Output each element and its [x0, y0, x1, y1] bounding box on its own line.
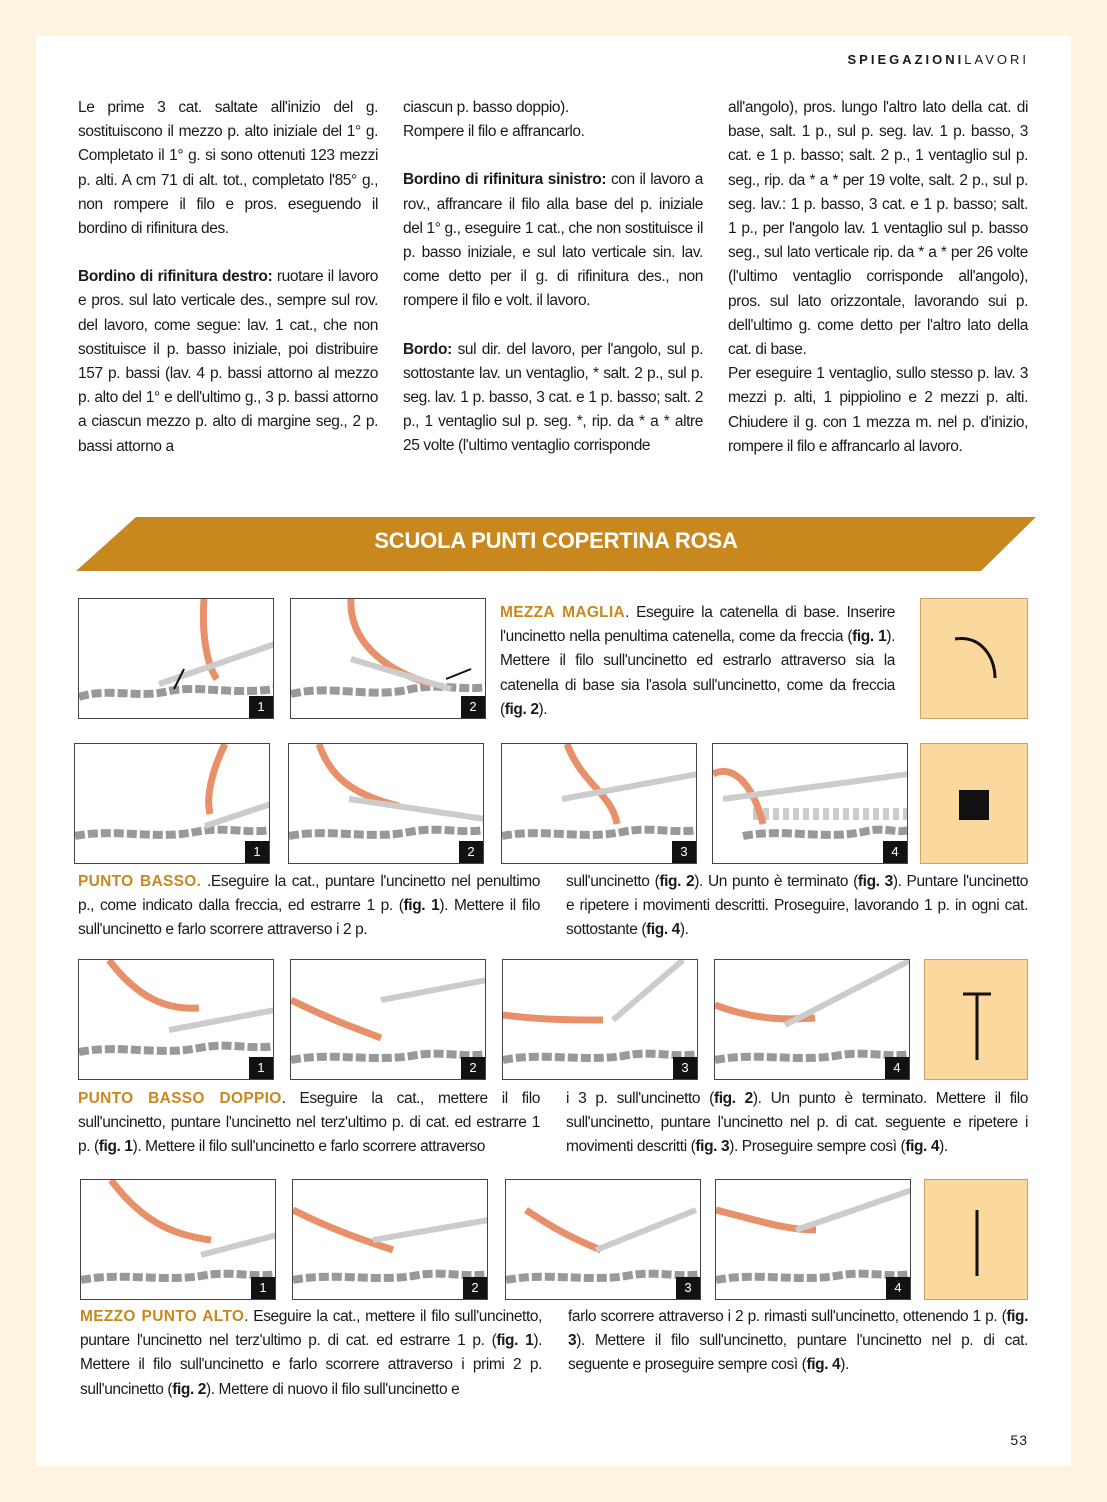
figure-reference: fig. 3 [695, 1138, 730, 1156]
paragraph [403, 168, 703, 313]
figure-mezzo-punto-alto-2 [292, 1179, 488, 1300]
symbol-mezzo-punto-alto [924, 1179, 1028, 1300]
figure-number: 1 [251, 1277, 275, 1299]
stitch-text: ). [538, 700, 548, 718]
figure-number: 1 [245, 841, 269, 863]
figure-number: 4 [883, 841, 907, 863]
text-column-3 [728, 96, 1028, 459]
figure-punto-basso-3 [501, 743, 697, 864]
paragraph-text: ruotare il lavoro e pros. sul lato verticale des., sempre sul rov. del lavoro, come segue: lav. 1 cat., che non sostituisce il p. basso iniziale, poi distribuire 157 p. bassi (lav. 4 p. bassi attorno al mezzo p. alto del 1° e dell'ultimo g., 3 p. bassi attorno a ciascun mezzo p. alto di margine seg., 2 p. bassi attorno a [78, 268, 379, 455]
crochet-illustration [503, 960, 698, 1080]
paragraph: Le prime 3 cat. saltate all'inizio del g. sostituiscono il mezzo p. alto iniziale del 1° g. Completato il 1° g. si sono ottenuti 123 mezzi p. alti. A cm 71 di alt. tot., completato l'85° g., non rompere il filo e pros. eseguendo il bordino di rifinitura des. [78, 99, 378, 238]
figure-punto-basso-4 [712, 743, 908, 864]
symbol-punto-basso-doppio [924, 959, 1028, 1080]
crochet-illustration [502, 744, 697, 864]
page [36, 36, 1071, 1466]
crochet-illustration [79, 960, 274, 1080]
stitch-text: .Eseguire la cat., puntare l'uncinetto nel penultimo p., come indicato dalla freccia, ed estrarre 1 p. ( [78, 873, 540, 915]
figure-number: 2 [461, 1057, 485, 1079]
figure-punto-basso-doppio-3 [502, 959, 698, 1080]
figure-punto-basso-doppio-4 [714, 959, 910, 1080]
crochet-illustration [716, 1180, 911, 1300]
stitch-text: ). Un punto è terminato ( [694, 873, 858, 890]
stitch-text: ). [840, 1356, 849, 1374]
figure-punto-basso-doppio-1 [78, 959, 274, 1080]
stitch-text: ). Mettere il filo sull'uncinetto, puntare l'uncinetto nel p. di cat. seguente e proseguire sempre così ( [568, 1332, 1028, 1374]
figure-reference: fig. 4 [905, 1138, 940, 1156]
figure-number: 1 [249, 696, 273, 718]
stitch-text: farlo scorrere attraverso i 2 p. rimasti sull'uncinetto, ottenendo 1 p. ( [568, 1308, 1007, 1325]
figure-mezzo-punto-alto-1 [80, 1179, 276, 1300]
text-column-2 [403, 96, 703, 459]
stitch-text: i 3 p. sull'uncinetto ( [566, 1090, 714, 1107]
figure-reference: fig. 2 [659, 873, 695, 890]
crochet-illustration [293, 1180, 488, 1300]
stitch-mezza-maglia [500, 601, 895, 722]
stitch-mezzo-punto-alto-right [568, 1305, 1028, 1378]
stitch-text: ). Un punto è terminato. Mettere il filo sull'uncinetto, puntare l'uncinetto nel p. di cat. seguente e ripetere i movimenti descritti ( [566, 1090, 1028, 1156]
half-double-crochet-symbol-icon [925, 960, 1029, 1081]
crochet-illustration [291, 599, 486, 719]
banner-title: SCUOLA PUNTI COPERTINA ROSA [374, 528, 738, 553]
paragraph [403, 338, 703, 459]
figure-reference: fig. 1 [98, 1138, 133, 1156]
figure-mezza-maglia-2 [290, 598, 486, 719]
crochet-illustration [79, 599, 274, 719]
figure-reference: fig. 1 [403, 897, 440, 915]
stitch-text: ). Proseguire sempre così ( [729, 1138, 906, 1156]
stitch-title: PUNTO BASSO DOPPIO [78, 1090, 282, 1107]
crochet-illustration [75, 744, 270, 864]
stitch-punto-basso-right [566, 870, 1028, 943]
subheading: Bordino di rifinitura destro: [78, 268, 273, 286]
stitch-text: . Eseguire la catenella di base. Inserire l'uncinetto nella penultima catenella, come da freccia ( [500, 604, 896, 646]
figure-reference: fig. 2 [504, 700, 539, 718]
subheading: Bordo: [403, 340, 452, 358]
figure-number: 1 [249, 1057, 273, 1079]
half-treble-symbol-icon [925, 1180, 1029, 1301]
figure-number: 3 [672, 841, 696, 863]
stitch-mezzo-punto-alto-left [80, 1305, 542, 1402]
figure-number: 2 [461, 696, 485, 718]
stitch-title: MEZZO PUNTO ALTO [80, 1308, 245, 1325]
header-section: SPIEGAZIONI [847, 52, 965, 67]
crochet-illustration [713, 744, 908, 864]
text-column-1 [78, 96, 378, 459]
stitch-text: sull'uncinetto ( [566, 873, 660, 890]
stitch-text: ). Mettere il filo sull'uncinetto e farlo scorrere attraverso [132, 1138, 486, 1156]
figure-reference: fig. 3 [568, 1308, 1028, 1350]
single-crochet-symbol-icon [921, 744, 1029, 865]
stitch-text: ). Mettere di nuovo il filo sull'uncinetto e [205, 1380, 460, 1398]
figure-reference: fig. 2 [713, 1090, 753, 1107]
stitch-punto-basso-left [78, 870, 540, 943]
page-header [847, 52, 1029, 67]
symbol-punto-basso [920, 743, 1028, 864]
paragraph: Per eseguire 1 ventaglio, sullo stesso p. lav. 3 mezzi p. alti, 1 pippiolino e 2 mezzi p. alti. Chiudere il g. con 1 mezza m. nel p. d'inizio, rompere il filo e affrancarlo al lavoro. [728, 365, 1028, 455]
subheading: Bordino di rifinitura sinistro: [403, 171, 607, 189]
figure-number: 3 [676, 1277, 700, 1299]
stitch-text: . Eseguire la cat., mettere il filo sull'uncinetto, puntare l'uncinetto nel terz'ultimo p. di cat. ed estrarre 1 p. ( [78, 1090, 540, 1156]
paragraph [78, 265, 378, 459]
stitch-text: . Eseguire la cat., mettere il filo sull'uncinetto, puntare l'uncinetto nel terz'ultimo p. di cat. ed estrarre 1 p. ( [80, 1308, 542, 1350]
crochet-illustration [506, 1180, 701, 1300]
figure-punto-basso-2 [288, 743, 484, 864]
stitch-text: ). Mettere il filo sull'uncinetto ed estrarlo attraverso sia la catenella di base sia l'asola sull'uncinetto, come da freccia ( [500, 628, 895, 718]
crochet-illustration [291, 960, 486, 1080]
figure-mezza-maglia-1 [78, 598, 274, 719]
figure-mezzo-punto-alto-3 [505, 1179, 701, 1300]
figure-reference: fig. 1 [852, 628, 887, 646]
crochet-illustration [289, 744, 484, 864]
paragraph: all'angolo), pros. lungo l'altro lato della cat. di base, salt. 1 p., sul p. seg. lav. 1 p. basso, 3 cat. e 1 p. basso; salt. 2 p., 1 ventaglio sul p. seg., rip. da * a * per 19 volte, salt. 2 p., sul p. seg. lav.: 1 p. basso, 3 cat. e 1 p. basso; salt. 1 p., per l'angolo lav. 1 ventaglio sul p. basso seg., sul lato verticale rip. da * a * per 26 volte (l'ultimo ventaglio corrisponde all'angolo), pros. sul lato orizzontale, lavorando sui p. dell'ultimo g. come detto per l'altro lato della cat. di base. [728, 99, 1028, 359]
figure-reference: fig. 3 [857, 873, 893, 890]
paragraph-text: con il lavoro a rov., affrancare il filo alla base del p. iniziale del 1° g., eseguire 1 cat., che non sostituisce il p. basso iniziale, e sul lato verticale sin. lav. come detto per il g. di rifinitura des., non rompere il filo e volt. il lavoro. [403, 171, 703, 310]
stitch-title: PUNTO BASSO. [78, 873, 202, 890]
crochet-illustration [81, 1180, 276, 1300]
crochet-illustration [715, 960, 910, 1080]
figure-number: 2 [463, 1277, 487, 1299]
page-number: 53 [1010, 1432, 1028, 1448]
figure-reference: fig. 1 [496, 1332, 534, 1350]
figure-reference: fig. 4 [646, 921, 680, 939]
figure-reference: fig. 2 [172, 1380, 206, 1398]
section-banner [76, 517, 1036, 571]
stitch-title: MEZZA MAGLIA [500, 604, 626, 621]
paragraph-text: sul dir. del lavoro, per l'angolo, sul p. sottostante lav. un ventaglio, * salt. 2 p., sul p. seg. lav. 1 p. basso, 3 cat. e 1 p. basso; salt. 2 p., 1 ventaglio sul p. seg. *, rip. da * a * altre 25 volte (l'ultimo ventaglio corrisponde [403, 340, 703, 455]
paragraph: ciascun p. basso doppio). Rompere il filo e affrancarlo. [403, 99, 585, 141]
symbol-mezza-maglia [920, 598, 1028, 719]
stitch-text: ). [679, 921, 689, 939]
figure-mezzo-punto-alto-4 [715, 1179, 911, 1300]
stitch-text: ). [939, 1138, 948, 1156]
stitch-punto-basso-doppio-right [566, 1087, 1028, 1160]
figure-number: 4 [886, 1277, 910, 1299]
figure-punto-basso-doppio-2 [290, 959, 486, 1080]
slip-stitch-symbol-icon [921, 599, 1029, 720]
stitch-text: ). Mettere il filo sull'uncinetto e farlo scorrere attraverso i 2 p. [78, 897, 540, 939]
stitch-punto-basso-doppio-left [78, 1087, 540, 1160]
figure-number: 3 [673, 1057, 697, 1079]
stitch-text: ). Puntare l'uncinetto e ripetere i movimenti descritti. Proseguire, lavorando 1 p. in ogni cat. sottostante ( [566, 873, 1028, 939]
figure-number: 4 [885, 1057, 909, 1079]
figure-punto-basso-1 [74, 743, 270, 864]
figure-number: 2 [459, 841, 483, 863]
figure-reference: fig. 4 [806, 1356, 841, 1374]
stitch-text: ). Mettere il filo sull'uncinetto e farlo scorrere attraverso i primi 2 p. sull'uncinetto ( [80, 1332, 542, 1398]
header-subsection: LAVORI [964, 52, 1029, 67]
